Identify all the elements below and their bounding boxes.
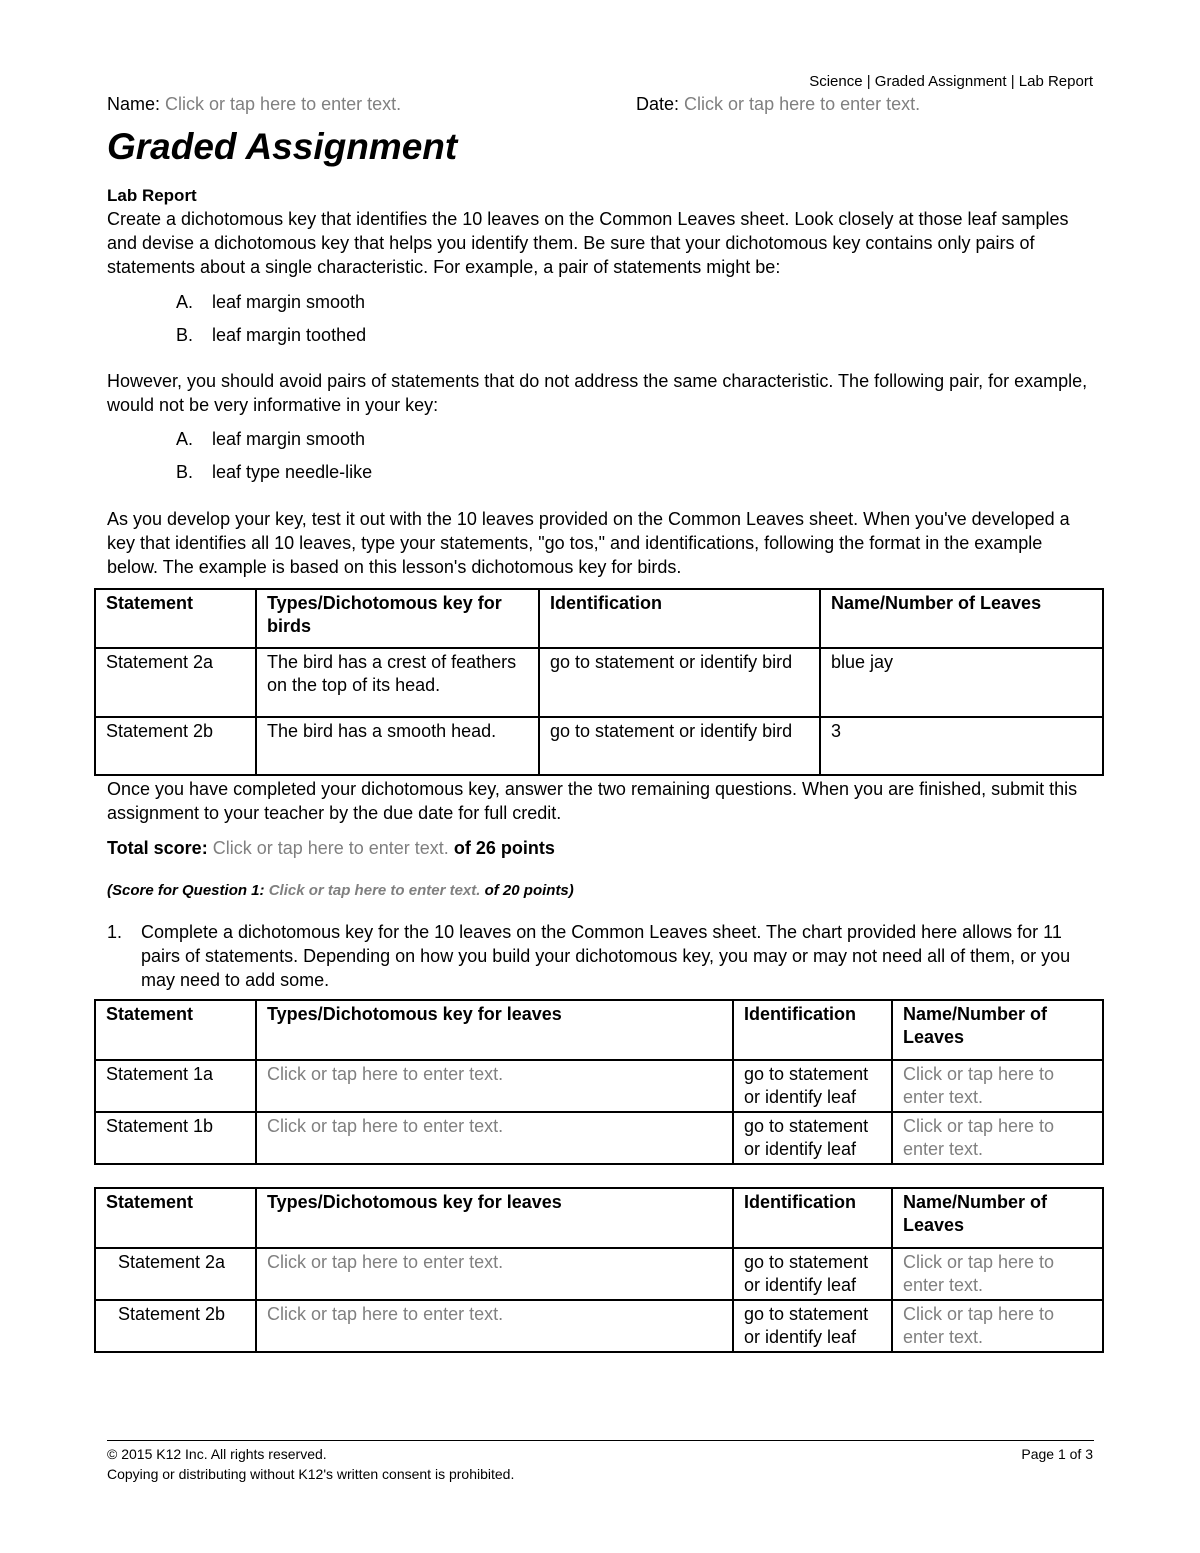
leaf-key-table-2: Statement Types/Dichotomous key for leaves Identification Name/Number of Leaves Statement 2a Click or tap here to enter text. go to statement or identify leaf Click or tap here to enter text. Statement 2b Click or tap here to enter text. go to statement or identify leaf Click or tap here to enter text. <box>94 1187 1104 1353</box>
q1-score-input[interactable]: Click or tap here to enter text. <box>268 882 481 899</box>
table-row: Statement 2a Click or tap here to enter text. go to statement or identify leaf Click or tap here to enter text. <box>95 1248 1103 1300</box>
leaf-key-table-1: Statement Types/Dichotomous key for leaves Identification Name/Number of Leaves Statement 1a Click or tap here to enter text. go to statement or identify leaf Click or tap here to enter text. Statement 1b Click or tap here to enter text. go to statement or identify leaf Click or tap here to enter text. <box>94 999 1104 1165</box>
total-score-input[interactable]: Click or tap here to enter text. <box>212 838 449 858</box>
col-header: Name/Number of Leaves <box>820 589 1103 648</box>
develop-paragraph: As you develop your key, test it out with the 10 leaves provided on the Common Leaves sheet. When you've developed a key that identifies all 10 leaves, type your statements, "go tos," and identifications, following the format in the example below. The example is based on this lesson's dichotomous key for birds. <box>107 509 1070 577</box>
leaf-name-input[interactable]: Click or tap here to enter text. <box>892 1300 1103 1352</box>
date-input[interactable]: Click or tap here to enter text. <box>684 94 921 114</box>
table-row: Statement 2b Click or tap here to enter text. go to statement or identify leaf Click or tap here to enter text. <box>95 1300 1103 1352</box>
page-title: Graded Assignment <box>107 126 458 167</box>
statement-input[interactable]: Click or tap here to enter text. <box>256 1112 733 1164</box>
footer-notice: Copying or distributing without K12's written consent is prohibited. <box>107 1466 515 1482</box>
col-header: Types/Dichotomous key for birds <box>256 589 539 648</box>
header-breadcrumb: Science | Graded Assignment | Lab Report <box>809 73 1093 90</box>
statement-input[interactable]: Click or tap here to enter text. <box>256 1300 733 1352</box>
table-row: Statement 1b Click or tap here to enter text. go to statement or identify leaf Click or tap here to enter text. <box>95 1112 1103 1164</box>
col-header: Identification <box>539 589 820 648</box>
example1-a: A. leaf margin smooth <box>176 292 366 312</box>
col-header: Statement <box>95 589 256 648</box>
q1-number: 1. <box>107 922 123 942</box>
table-row: Statement 2b The bird has a smooth head. go to statement or identify bird 3 <box>95 717 1103 775</box>
name-label: Name: <box>107 94 161 114</box>
leaf-name-input[interactable]: Click or tap here to enter text. <box>892 1248 1103 1300</box>
footer-divider <box>107 1440 1094 1441</box>
once-paragraph: Once you have completed your dichotomous key, answer the two remaining questions. When you are finished, submit this assignment to your teacher by the due date for full credit. <box>107 779 1078 823</box>
bird-example-table <box>94 588 1104 776</box>
statement-input[interactable]: Click or tap here to enter text. <box>256 1248 733 1300</box>
intro-paragraph: Create a dichotomous key that identifies the 10 leaves on the Common Leaves sheet. Look closely at those leaf samples and devise a dichotomous key that helps you identify them. Be sure that your dichotomous key contains only pairs of statements about a single characteristic. For example, a pair of statements might be: <box>107 209 1069 277</box>
total-score-row: Total score: Click or tap here to enter text. of 26 points <box>107 838 555 858</box>
leaf-name-input[interactable]: Click or tap here to enter text. <box>892 1112 1103 1164</box>
q1-score-row: (Score for Question 1: Click or tap here to enter text. of 20 points) <box>107 882 574 899</box>
name-field-row <box>107 92 401 116</box>
example2-b: B. leaf type needle-like <box>176 462 373 482</box>
footer-copyright: © 2015 K12 Inc. All rights reserved. <box>107 1446 327 1462</box>
example2-a: A. leaf margin smooth <box>176 429 366 449</box>
page-number: Page 1 of 3 <box>1021 1446 1093 1462</box>
table-row: Statement 2a The bird has a crest of feathers on the top of its head. go to statement or identify bird blue jay <box>95 648 1103 717</box>
date-field-row <box>636 92 920 116</box>
statement-input[interactable]: Click or tap here to enter text. <box>256 1060 733 1112</box>
leaf-name-input[interactable]: Click or tap here to enter text. <box>892 1060 1103 1112</box>
name-input[interactable]: Click or tap here to enter text. <box>165 94 402 114</box>
date-label: Date: <box>636 94 680 114</box>
example1-b: B. leaf margin toothed <box>176 325 367 345</box>
section-subtitle: Lab Report <box>107 186 197 205</box>
q1-text: Complete a dichotomous key for the 10 leaves on the Common Leaves sheet. The chart provided here allows for 11 pairs of statements. Depending on how you build your dichotomous key, you may or may not need all of them, or you may need to add some. <box>141 922 1071 990</box>
however-paragraph: However, you should avoid pairs of statements that do not address the same characteristic. The following pair, for example, would not be very informative in your key: <box>107 371 1088 415</box>
table-row: Statement 1a Click or tap here to enter text. go to statement or identify leaf Click or tap here to enter text. <box>95 1060 1103 1112</box>
